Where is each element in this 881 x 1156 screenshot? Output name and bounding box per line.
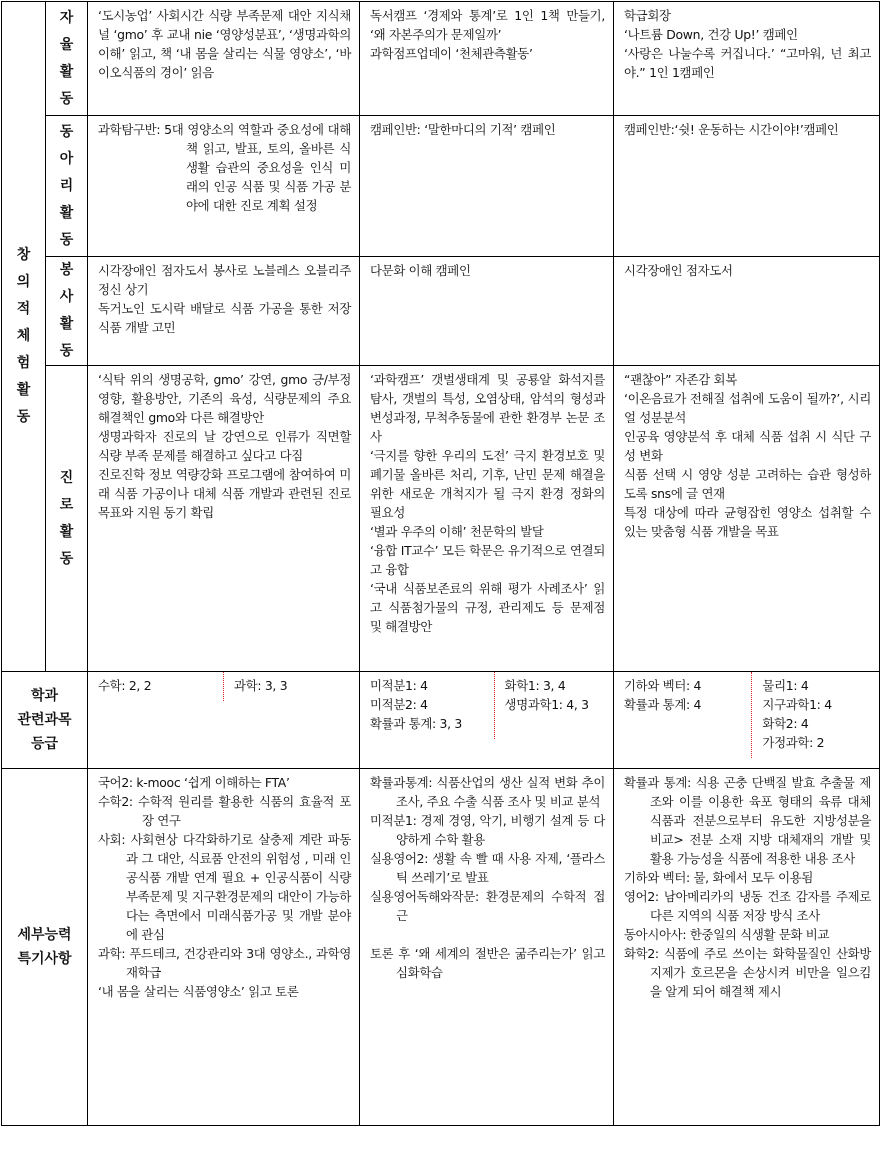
- text-line: ‘국내 식품보존료의 위해 평가 사례조사’ 읽고 식품첨가물의 규정, 관리제도 등 문제점 및 해결방안: [370, 581, 605, 634]
- text-line: 식품 선택 시 영양 성분 고려하는 습관 형성하도록 sns에 글 연재: [624, 467, 871, 501]
- text-line: ‘나트륨 Down, 건강 Up!’ 캠페인: [624, 27, 798, 42]
- details-label-line: 세부능력: [17, 927, 72, 943]
- grades-subcol: [223, 672, 359, 701]
- details-cell-3: [614, 769, 880, 1126]
- text-line: 영어2: 남아메리카의 냉동 건조 감자를 주제로 다른 지역의 식품 저장 방식 조사: [624, 889, 871, 923]
- row-club: [2, 116, 880, 257]
- details-cell-2: [360, 769, 614, 1126]
- text-line: 특정 대상에 따라 균형잡힌 영양소 섭취할 수 있는 맞춤형 식품 개발을 목표: [624, 505, 871, 539]
- category-creative-activities: [2, 2, 46, 672]
- grade-item: 과학: 3, 3: [234, 678, 288, 693]
- text-line: 화학2: 식품에 주로 쓰이는 화학물질인 산화방지제가 호르몬을 손상시켜 비만을 일으킴을 알게 되어 해결책 제시: [624, 946, 871, 999]
- grade-item: 확률과 통계: 4: [624, 697, 702, 712]
- text-line: 기하와 벡터: 물, 화에서 모두 이용됨: [624, 870, 814, 885]
- grade-item: 수학: 2, 2: [98, 678, 152, 693]
- text-line: ‘별과 우주의 이해’ 천문학의 발달: [370, 524, 544, 539]
- sub-career: [46, 366, 88, 672]
- grade-item: 생명과학1: 4, 3: [504, 697, 589, 712]
- cell-volunteer-2: [360, 257, 614, 366]
- cell-career-1: [88, 366, 360, 672]
- text-line: 실용영어2: 생활 속 빨 때 사용 자제, ‘플라스틱 쓰레기’로 발표: [370, 851, 605, 885]
- cell-club-2: [360, 116, 614, 257]
- text-line: 사회: 사회현상 다각화하기로 살충제 계란 파동과 그 대안, 식료품 안전의 위험성 , 미래 인공식품 개발 연계 필요 + 인공식품이 식량부족문제 및 지구환경문제의 대안이 가능하다는 측면에서 미래식품가공 및 개발 분야에 관심: [98, 832, 351, 942]
- text-line: 진로진학 정보 역량강화 프로그램에 참여하여 미래 식품 가공이나 대체 식품 개발과 관련된 진로 목표와 지원 동기 확립: [98, 467, 351, 520]
- text-line: 과학: 푸드테크, 건강관리와 3대 영양소., 과학영재학급: [98, 946, 351, 980]
- grades-subcol: [360, 672, 494, 739]
- text-line: “괜찮아” 자존감 회복: [624, 372, 737, 387]
- text-line: 수학2: 수학적 원리를 활용한 식품의 효율적 포장 연구: [98, 794, 351, 828]
- text-line: ‘내 몸을 살리는 식품영양소’ 읽고 토론: [98, 984, 299, 999]
- text-line: 확률과통계: 식품산업의 생산 실적 변화 추이 조사, 주요 수출 식품 조사 및 비교 분석: [370, 775, 605, 809]
- grade-item: 미적분2: 4: [370, 697, 428, 712]
- category-label: 창의적체험활동: [16, 247, 31, 425]
- row-grades: [2, 672, 880, 769]
- text-line: 확률과 통계: 식용 곤충 단백질 발효 추출물 제조와 이를 이용한 육포 형태의 육류 대체 식품과 전분으로부터 유도한 지방성분을 비교> 전분 소재 지방 대체재의 개발 및 활용 가능성을 식품에 적용한 내용 조사: [624, 775, 871, 866]
- text-line: 국어2: k-mooc ‘쉽게 이해하는 FTA’: [98, 775, 290, 790]
- text-line: 생명과학자 진로의 날 강연으로 인류가 직면할 식량 부족 문제를 해결하고 싶다고 다짐: [98, 429, 351, 463]
- text-line: ‘식탁 위의 생명공학, gmo’ 강연, gmo 긍/부정 영향, 활용방안, 기존의 육성, 식량문제의 주요 해결책인 gmo와 다른 해결방안: [98, 372, 351, 425]
- text-line: ‘이온음료가 전해질 섭취에 도움이 될까?’, 시리얼 성분분석: [624, 391, 871, 425]
- text-line: ‘극지를 향한 우리의 도전’ 극지 환경보호 및 폐기물 올바른 처리, 기후, 난민 문제 해결을 위한 새로운 개척지가 될 극지 환경 정화의 필요성: [370, 448, 605, 520]
- grade-item: 화학2: 4: [762, 716, 809, 731]
- grades-subcol: [494, 672, 613, 739]
- sub-label: 동아리활동: [59, 123, 74, 248]
- grades-label-cell: [2, 672, 88, 769]
- cell-club-3: [614, 116, 880, 257]
- sub-label: 봉사활동: [59, 262, 74, 359]
- cell-volunteer-3: [614, 257, 880, 366]
- cell-career-3: [614, 366, 880, 672]
- sub-label: 자율활동: [59, 9, 74, 107]
- grade-item: 미적분1: 4: [370, 678, 428, 693]
- text-line: 미적분1: 경제 경영, 악기, 비행기 설계 등 다양하게 수학 활용: [370, 813, 605, 847]
- text-line: ‘도시농업’ 사회시간 식량 부족문제 대안 지식채널 ‘gmo’ 후 교내 nie ‘영양성분표’, ‘생명과학의 이해’ 읽고, 책 ‘내 몸을 살리는 식물 영양소’, ‘바이오식품의 경이’ 읽음: [98, 8, 351, 80]
- grades-subcol: [614, 672, 751, 758]
- text-line: 학급회장: [624, 8, 671, 23]
- text-line: 독서캠프 ‘경제와 통계’로 1인 1책 만들기, ‘왜 자본주의가 문제일까’: [370, 8, 605, 42]
- details-label-cell: [2, 769, 88, 1126]
- text-line: 캠페인반:‘쉿! 운동하는 시간이야!’캠페인: [624, 122, 839, 137]
- grades-cell-3: [614, 672, 880, 769]
- cell-volunteer-1: [88, 257, 360, 366]
- grade-item: 가정과학: 2: [762, 735, 825, 750]
- cell-club-1: [88, 116, 360, 257]
- grade-item: 지구과학1: 4: [762, 697, 832, 712]
- text-line: ‘사랑은 나눌수록 커집니다.’ “고마워, 넌 최고야.” 1인 1캠페인: [624, 46, 871, 80]
- details-label-line: 특기사항: [17, 951, 72, 967]
- text-line: 토론 후 ‘왜 세계의 절반은 굶주리는가’ 읽고 심화학습: [370, 946, 605, 980]
- grades-subcol: [88, 672, 223, 701]
- text-line: 캠페인반: ‘말한마디의 기적’ 캠페인: [370, 122, 556, 137]
- text-line: 독거노인 도시락 배달로 식품 가공을 통한 저장식품 개발 고민: [98, 301, 351, 335]
- text-line: 과학점프업데이 ‘천체관측활동’: [370, 46, 533, 61]
- text-line: 실용영어독해와작문: 환경문제의 수학적 접근: [370, 889, 605, 923]
- text-line: ‘융합 IT교수’ 모든 학문은 유기적으로 연결되고 융합: [370, 543, 605, 577]
- cell-autonomous-3: [614, 2, 880, 116]
- text-line: 동아시아사: 한중일의 식생활 문화 비교: [624, 927, 830, 942]
- student-record-table: [1, 1, 880, 1126]
- text-line: 시각장애인 점자도서 봉사로 노블레스 오블리주 정신 상기: [98, 263, 351, 297]
- row-details: [2, 769, 880, 1126]
- row-volunteer: [2, 257, 880, 366]
- text-line: ‘과학캠프’ 갯벌생태계 및 공룡알 화석지를 탐사, 갯벌의 특성, 오염상태, 암석의 형성과 변성과정, 무척추동물에 관한 환경부 논문 조사: [370, 372, 605, 444]
- grades-cell-1: [88, 672, 360, 769]
- grade-item: 기하와 벡터: 4: [624, 678, 702, 693]
- grade-item: 물리1: 4: [762, 678, 809, 693]
- text-line: 시각장애인 점자도서: [624, 263, 733, 278]
- text-line: 인공육 영양분석 후 대체 식품 섭취 시 식단 구성 변화: [624, 429, 871, 463]
- grades-label-line: 학과: [30, 688, 59, 704]
- sub-label: 진로활동: [59, 469, 74, 567]
- grades-cell-2: [360, 672, 614, 769]
- text-line: 다문화 이해 캠페인: [370, 263, 471, 278]
- sub-volunteer: [46, 257, 88, 366]
- cell-autonomous-1: [88, 2, 360, 116]
- row-career: [2, 366, 880, 672]
- grades-subcol: [751, 672, 879, 758]
- sub-club: [46, 116, 88, 257]
- blank-line: [370, 925, 605, 944]
- cell-autonomous-2: [360, 2, 614, 116]
- sub-autonomous: [46, 2, 88, 116]
- text-line: 과학탐구반: 5대 영양소의 역할과 중요성에 대해 책 읽고, 발표, 토의, 올바른 식생활 습관의 중요성을 인식 미래의 인공 식품 및 식품 가공 분야에 대한 진로 계획 설정: [98, 122, 351, 213]
- row-autonomous: [2, 2, 880, 116]
- cell-career-2: [360, 366, 614, 672]
- grade-item: 확률과 통계: 3, 3: [370, 716, 462, 731]
- grade-item: 화학1: 3, 4: [504, 678, 566, 693]
- grades-label-line: 등급: [30, 736, 59, 752]
- details-cell-1: [88, 769, 360, 1126]
- grades-label-line: 관련과목: [17, 712, 72, 728]
